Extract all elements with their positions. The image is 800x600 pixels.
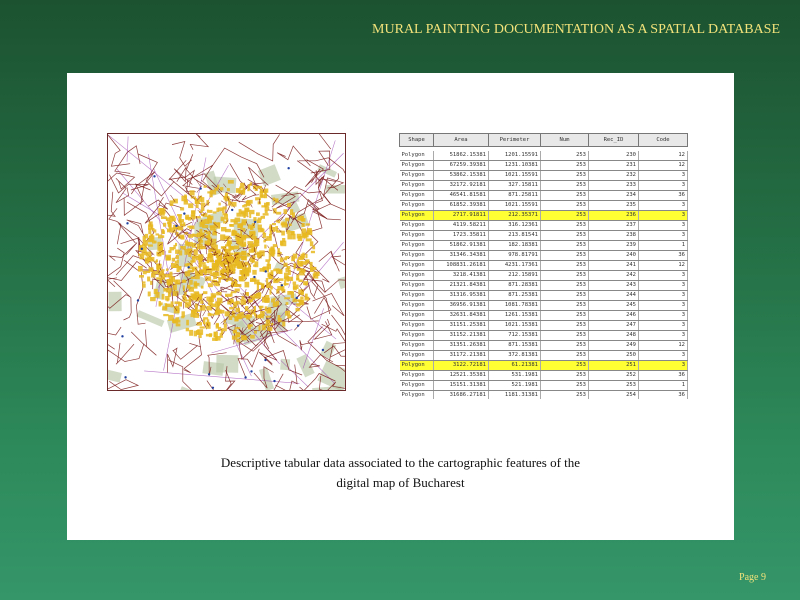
table-cell: 3 [639, 201, 688, 211]
table-cell: 253 [541, 261, 589, 271]
table-row[interactable] [400, 391, 688, 400]
table-cell: 243 [589, 281, 639, 291]
table-row[interactable] [400, 331, 688, 341]
table-cell: 67259.39381 [434, 161, 489, 171]
table-cell: 1261.15381 [489, 311, 541, 321]
table-cell: Polygon [400, 361, 434, 371]
table-row[interactable] [400, 221, 688, 231]
table-cell: 253 [541, 221, 589, 231]
table-header-row [400, 134, 688, 147]
attribute-table-container [399, 133, 689, 399]
table-row[interactable] [400, 381, 688, 391]
table-cell: 871.15381 [489, 341, 541, 351]
table-cell: 253 [541, 271, 589, 281]
table-cell: Polygon [400, 371, 434, 381]
table-row[interactable] [400, 281, 688, 291]
bucharest-map [107, 133, 346, 391]
table-cell: 213.81541 [489, 231, 541, 241]
table-cell: Polygon [400, 241, 434, 251]
attribute-table [399, 133, 688, 399]
table-cell: 3122.72181 [434, 361, 489, 371]
table-cell: 212.15891 [489, 271, 541, 281]
table-cell: Polygon [400, 251, 434, 261]
table-cell: 316.12361 [489, 221, 541, 231]
table-cell: 32631.84381 [434, 311, 489, 321]
table-cell: Polygon [400, 191, 434, 201]
table-cell: Polygon [400, 381, 434, 391]
table-cell: 182.18381 [489, 241, 541, 251]
table-cell: 531.1981 [489, 371, 541, 381]
table-cell: 239 [589, 241, 639, 251]
table-cell: 247 [589, 321, 639, 331]
table-cell: 253 [541, 371, 589, 381]
table-cell: 235 [589, 201, 639, 211]
table-cell: 3 [639, 321, 688, 331]
table-cell: Polygon [400, 181, 434, 191]
table-row[interactable] [400, 251, 688, 261]
table-row[interactable] [400, 271, 688, 281]
page-number: Page 9 [739, 572, 766, 583]
table-cell: 51862.91381 [434, 241, 489, 251]
table-cell: 253 [541, 161, 589, 171]
table-cell: 3 [639, 221, 688, 231]
table-cell: 253 [541, 331, 589, 341]
table-cell: 238 [589, 231, 639, 241]
table-row-selected[interactable] [400, 361, 688, 371]
table-cell: Polygon [400, 221, 434, 231]
column-header[interactable]: Shape [400, 134, 434, 147]
table-cell: 327.15811 [489, 181, 541, 191]
table-cell: 3 [639, 291, 688, 301]
map-canvas [108, 134, 345, 390]
table-cell: 108831.26181 [434, 261, 489, 271]
table-row[interactable] [400, 321, 688, 331]
table-cell: 4119.58211 [434, 221, 489, 231]
table-cell: 21321.84381 [434, 281, 489, 291]
caption-line: digital map of Bucharest [336, 475, 465, 490]
table-cell: 242 [589, 271, 639, 281]
table-cell: 253 [541, 241, 589, 251]
table-cell: 245 [589, 301, 639, 311]
table-row[interactable] [400, 181, 688, 191]
table-cell: 253 [541, 231, 589, 241]
table-row[interactable] [400, 201, 688, 211]
table-cell: Polygon [400, 211, 434, 221]
table-cell: 250 [589, 351, 639, 361]
table-row[interactable] [400, 371, 688, 381]
table-cell: 3 [639, 271, 688, 281]
table-cell: Polygon [400, 391, 434, 400]
table-row[interactable] [400, 171, 688, 181]
table-cell: 31686.27181 [434, 391, 489, 400]
table-cell: 51862.15381 [434, 151, 489, 161]
table-cell: 3218.41381 [434, 271, 489, 281]
table-cell: 12 [639, 151, 688, 161]
table-cell: 248 [589, 331, 639, 341]
table-cell: 253 [589, 381, 639, 391]
table-cell: 36 [639, 391, 688, 400]
table-cell: 46541.81581 [434, 191, 489, 201]
table-cell: 253 [541, 391, 589, 400]
table-cell: 12 [639, 161, 688, 171]
table-cell: 31172.21381 [434, 351, 489, 361]
table-cell: 1723.35811 [434, 231, 489, 241]
table-cell: 253 [541, 171, 589, 181]
table-cell: 3 [639, 231, 688, 241]
table-cell: 212.35371 [489, 211, 541, 221]
table-cell: 61.21381 [489, 361, 541, 371]
table-cell: 32172.92181 [434, 181, 489, 191]
table-cell: 3 [639, 171, 688, 181]
table-cell: 253 [541, 191, 589, 201]
slide-title: MURAL PAINTING DOCUMENTATION AS A SPATIAL DATABASE [372, 22, 780, 37]
table-cell: Polygon [400, 331, 434, 341]
table-cell: 253 [541, 341, 589, 351]
table-cell: Polygon [400, 161, 434, 171]
table-cell: 12 [639, 261, 688, 271]
table-cell: 31151.25381 [434, 321, 489, 331]
table-cell: 871.28381 [489, 281, 541, 291]
table-cell: 2717.91811 [434, 211, 489, 221]
table-cell: 232 [589, 171, 639, 181]
table-cell: 3 [639, 281, 688, 291]
table-cell: 1021.15591 [489, 201, 541, 211]
column-header[interactable]: Area [434, 134, 489, 147]
table-cell: 253 [541, 301, 589, 311]
table-cell: 253 [541, 181, 589, 191]
table-cell: Polygon [400, 301, 434, 311]
table-cell: Polygon [400, 261, 434, 271]
column-header[interactable]: Rec_ID [589, 134, 639, 147]
table-cell: 253 [541, 361, 589, 371]
table-cell: 521.1981 [489, 381, 541, 391]
table-cell: Polygon [400, 351, 434, 361]
table-cell: 61852.39381 [434, 201, 489, 211]
table-cell: 36956.91381 [434, 301, 489, 311]
table-row[interactable] [400, 341, 688, 351]
table-cell: 253 [541, 351, 589, 361]
table-cell: 31346.34381 [434, 251, 489, 261]
table-cell: 1021.15381 [489, 321, 541, 331]
column-header[interactable]: Perimeter [489, 134, 541, 147]
table-cell: 253 [541, 291, 589, 301]
content-panel [67, 73, 734, 540]
table-cell: 3 [639, 211, 688, 221]
table-cell: Polygon [400, 201, 434, 211]
table-cell: 4231.17361 [489, 261, 541, 271]
table-row[interactable] [400, 351, 688, 361]
table-cell: 36 [639, 251, 688, 261]
table-cell: 1081.78381 [489, 301, 541, 311]
table-cell: 1 [639, 241, 688, 251]
table-cell: 237 [589, 221, 639, 231]
table-cell: 252 [589, 371, 639, 381]
table-cell: 233 [589, 181, 639, 191]
table-cell: Polygon [400, 171, 434, 181]
table-row[interactable] [400, 291, 688, 301]
table-cell: Polygon [400, 321, 434, 331]
table-cell: 36 [639, 371, 688, 381]
table-row[interactable] [400, 161, 688, 171]
table-cell: 871.25381 [489, 291, 541, 301]
table-cell: Polygon [400, 271, 434, 281]
table-cell: 1 [639, 381, 688, 391]
table-cell: 3 [639, 181, 688, 191]
table-cell: 249 [589, 341, 639, 351]
table-cell: 31316.95381 [434, 291, 489, 301]
table-cell: Polygon [400, 151, 434, 161]
table-row[interactable] [400, 151, 688, 161]
table-cell: Polygon [400, 311, 434, 321]
column-header[interactable]: Num [541, 134, 589, 147]
table-cell: 246 [589, 311, 639, 321]
table-cell: 241 [589, 261, 639, 271]
table-row[interactable] [400, 301, 688, 311]
table-cell: 1021.15591 [489, 171, 541, 181]
table-cell: 3 [639, 311, 688, 321]
table-cell: 712.15381 [489, 331, 541, 341]
table-row-selected[interactable] [400, 211, 688, 221]
table-row[interactable] [400, 311, 688, 321]
table-cell: 240 [589, 251, 639, 261]
table-cell: Polygon [400, 341, 434, 351]
table-cell: Polygon [400, 231, 434, 241]
table-row[interactable] [400, 231, 688, 241]
table-cell: 236 [589, 211, 639, 221]
table-cell: 253 [541, 201, 589, 211]
table-cell: 3 [639, 301, 688, 311]
table-cell: 234 [589, 191, 639, 201]
table-cell: 12521.35381 [434, 371, 489, 381]
table-cell: 1181.31381 [489, 391, 541, 400]
table-cell: 871.25811 [489, 191, 541, 201]
table-cell: 3 [639, 361, 688, 371]
table-cell: 253 [541, 311, 589, 321]
caption-line: Descriptive tabular data associated to the cartographic features of the [220, 455, 581, 470]
figure-caption [67, 453, 734, 493]
table-cell: 978.81791 [489, 251, 541, 261]
table-cell: 3 [639, 331, 688, 341]
table-cell: 36 [639, 191, 688, 201]
table-cell: Polygon [400, 291, 434, 301]
table-row[interactable] [400, 191, 688, 201]
table-cell: 31152.21381 [434, 331, 489, 341]
table-cell: 1201.15591 [489, 151, 541, 161]
table-cell: 231 [589, 161, 639, 171]
table-cell: 1231.10381 [489, 161, 541, 171]
table-cell: 372.81381 [489, 351, 541, 361]
table-cell: 230 [589, 151, 639, 161]
table-cell: 253 [541, 321, 589, 331]
table-cell: 251 [589, 361, 639, 371]
table-cell: 53862.15381 [434, 171, 489, 181]
table-cell: 31351.26381 [434, 341, 489, 351]
table-cell: 253 [541, 211, 589, 221]
table-cell: 253 [541, 151, 589, 161]
table-cell: 253 [541, 281, 589, 291]
table-cell: 253 [541, 381, 589, 391]
column-header[interactable]: Code [639, 134, 688, 147]
table-cell: 12 [639, 341, 688, 351]
table-cell: 244 [589, 291, 639, 301]
table-cell: Polygon [400, 281, 434, 291]
table-cell: 253 [541, 251, 589, 261]
table-cell: 254 [589, 391, 639, 400]
table-cell: 3 [639, 351, 688, 361]
table-cell: 15151.31381 [434, 381, 489, 391]
table-row[interactable] [400, 261, 688, 271]
table-row[interactable] [400, 241, 688, 251]
